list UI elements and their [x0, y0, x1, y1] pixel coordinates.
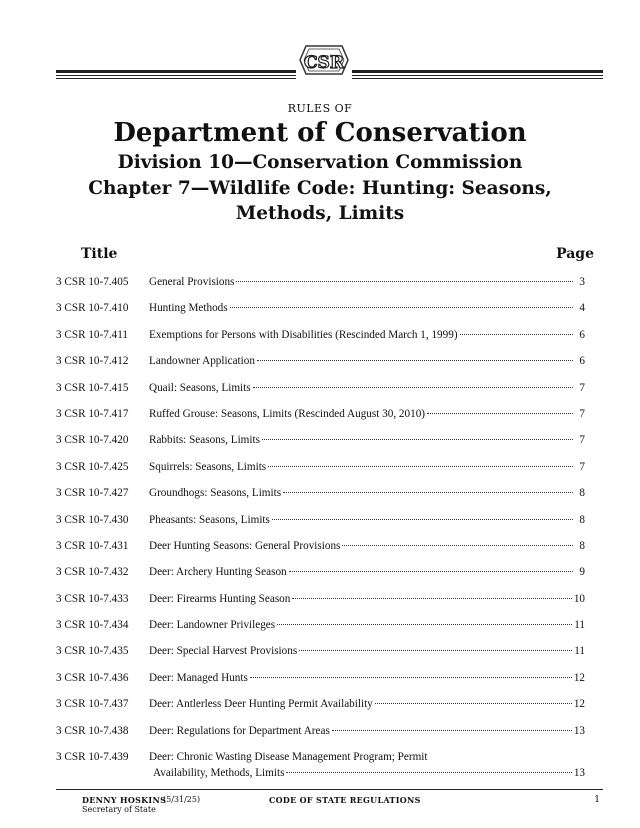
rule-title: Deer: Firearms Hunting Season	[149, 592, 291, 605]
page-number: 10	[573, 592, 585, 605]
rule-title: Groundhogs: Seasons, Limits	[149, 487, 282, 500]
rule-title-line1: Deer: Chronic Wasting Disease Management Program; Permit	[149, 751, 428, 764]
rule-title: Deer: Special Harvest Provisions	[149, 645, 298, 658]
leader-dots	[262, 439, 573, 440]
footer-date: (5/31/25)	[163, 795, 201, 804]
department-title: Department of Conservation	[113, 118, 527, 148]
rule-title: Pheasants: Seasons, Limits	[149, 513, 270, 526]
leader-dots	[460, 334, 573, 335]
leader-dots	[289, 571, 573, 572]
chapter-title-line1: Chapter 7—Wildlife Code: Hunting: Seasons,	[88, 178, 552, 199]
rule-number: 3 CSR 10-7.431	[56, 539, 129, 552]
rule-number: 3 CSR 10-7.415	[56, 381, 129, 394]
leader-dots	[427, 413, 573, 414]
rule-number: 3 CSR 10-7.412	[56, 355, 129, 368]
rule-number: 3 CSR 10-7.433	[56, 592, 129, 605]
toc-entry[interactable]	[0, 667, 640, 693]
toc-entry[interactable]	[0, 509, 640, 535]
rule-title: General Provisions	[149, 276, 235, 288]
rule-title: Rabbits: Seasons, Limits	[149, 434, 260, 447]
rule-number: 3 CSR 10-7.435	[56, 645, 129, 658]
toc-entry[interactable]	[0, 403, 640, 429]
rule-title-line2: Availability, Methods, Limits	[153, 767, 285, 780]
page-number: 7	[579, 434, 585, 447]
leader-dots	[236, 281, 573, 282]
leader-dots	[292, 598, 571, 599]
column-header-page: Page	[556, 246, 594, 262]
rule-number: 3 CSR 10-7.439	[56, 751, 129, 764]
rule-title: Squirrels: Seasons, Limits	[149, 460, 267, 473]
toc-entry[interactable]	[0, 324, 640, 350]
toc-entry[interactable]	[0, 640, 640, 666]
rule-title: Deer: Managed Hunts	[149, 671, 248, 684]
toc-entry[interactable]	[0, 456, 640, 482]
rule-number: 3 CSR 10-7.437	[56, 698, 129, 711]
leader-dots	[272, 519, 573, 520]
rule-number: 3 CSR 10-7.432	[56, 566, 129, 579]
csr-logo	[296, 38, 352, 82]
leader-dots	[375, 703, 572, 704]
rule-number: 3 CSR 10-7.438	[56, 724, 129, 737]
toc-entry[interactable]	[0, 588, 640, 614]
rule-title: Landowner Application	[149, 355, 255, 368]
leader-dots	[299, 650, 572, 651]
table-of-contents	[0, 271, 640, 786]
toc-entry[interactable]	[0, 429, 640, 455]
leader-dots	[230, 307, 573, 308]
page-number: 11	[574, 619, 585, 632]
footer-page-number: 1	[594, 795, 600, 805]
toc-entry[interactable]	[0, 482, 640, 508]
toc-entry[interactable]	[0, 746, 640, 786]
page-number: 4	[579, 302, 585, 315]
page-number: 7	[579, 381, 585, 394]
leader-dots	[268, 466, 573, 467]
toc-entry[interactable]	[0, 561, 640, 587]
leader-dots	[253, 387, 573, 388]
logo-text: CSR	[304, 53, 344, 73]
page-number: 13	[573, 724, 585, 737]
toc-entry[interactable]	[0, 350, 640, 376]
rule-title: Quail: Seasons, Limits	[149, 381, 251, 394]
rules-of-label: RULES OF	[287, 102, 353, 115]
division-title: Division 10—Conservation Commission	[117, 152, 523, 173]
page-number: 9	[579, 566, 585, 579]
rule-title: Ruffed Grouse: Seasons, Limits (Rescinded August 30, 2010)	[149, 407, 426, 420]
leader-dots	[286, 772, 571, 773]
rule-number: 3 CSR 10-7.405	[56, 276, 129, 288]
rule-title: Deer: Regulations for Department Areas	[149, 724, 330, 737]
rule-number: 3 CSR 10-7.425	[56, 460, 129, 473]
column-header-title: Title	[81, 246, 118, 262]
rule-number: 3 CSR 10-7.427	[56, 487, 129, 500]
rule-number: 3 CSR 10-7.417	[56, 407, 129, 420]
rule-title: Deer: Landowner Privileges	[149, 619, 276, 632]
page-number: 8	[579, 487, 585, 500]
rule-number: 3 CSR 10-7.430	[56, 513, 129, 526]
rule-number: 3 CSR 10-7.411	[56, 328, 129, 341]
toc-entry[interactable]	[0, 535, 640, 561]
chapter-title-line2: Methods, Limits	[235, 203, 405, 224]
page-number: 7	[579, 460, 585, 473]
chapter-title	[60, 176, 580, 226]
toc-entry[interactable]	[0, 377, 640, 403]
secretary-name: DENNY HOSKINS	[82, 795, 167, 805]
page-number: 11	[574, 645, 585, 658]
page-number: 12	[573, 698, 585, 711]
page-number: 7	[579, 407, 585, 420]
leader-dots	[283, 492, 573, 493]
rule-number: 3 CSR 10-7.420	[56, 434, 129, 447]
page-number: 6	[579, 355, 585, 368]
rule-title: Deer: Antlerless Deer Hunting Permit Availability	[149, 698, 373, 711]
toc-entry[interactable]	[0, 720, 640, 746]
secretary-title: Secretary of State	[82, 805, 156, 814]
page-number: 6	[579, 328, 585, 341]
page-number: 13	[573, 767, 585, 780]
rule-title: Exemptions for Persons with Disabilities (Rescinded March 1, 1999)	[149, 328, 458, 341]
rule-title: Hunting Methods	[149, 302, 228, 315]
page-number: 3	[579, 276, 585, 288]
toc-entry[interactable]	[0, 297, 640, 323]
page-number: 8	[579, 539, 585, 552]
leader-dots	[257, 360, 573, 361]
rule-number: 3 CSR 10-7.436	[56, 671, 129, 684]
toc-entry[interactable]	[0, 614, 640, 640]
page-number: 12	[573, 671, 585, 684]
rule-number: 3 CSR 10-7.434	[56, 619, 129, 632]
toc-entry[interactable]	[0, 693, 640, 719]
leader-dots	[332, 730, 572, 731]
leader-dots	[342, 545, 573, 546]
footer-rule	[56, 789, 603, 790]
page-number: 8	[579, 513, 585, 526]
rule-title: Deer Hunting Seasons: General Provisions	[149, 539, 341, 552]
leader-dots	[250, 677, 572, 678]
leader-dots	[277, 624, 572, 625]
footer-code-title: CODE OF STATE REGULATIONS	[269, 795, 421, 805]
toc-entry[interactable]	[0, 271, 640, 297]
rule-title: Deer: Archery Hunting Season	[149, 566, 287, 579]
rule-number: 3 CSR 10-7.410	[56, 302, 129, 315]
